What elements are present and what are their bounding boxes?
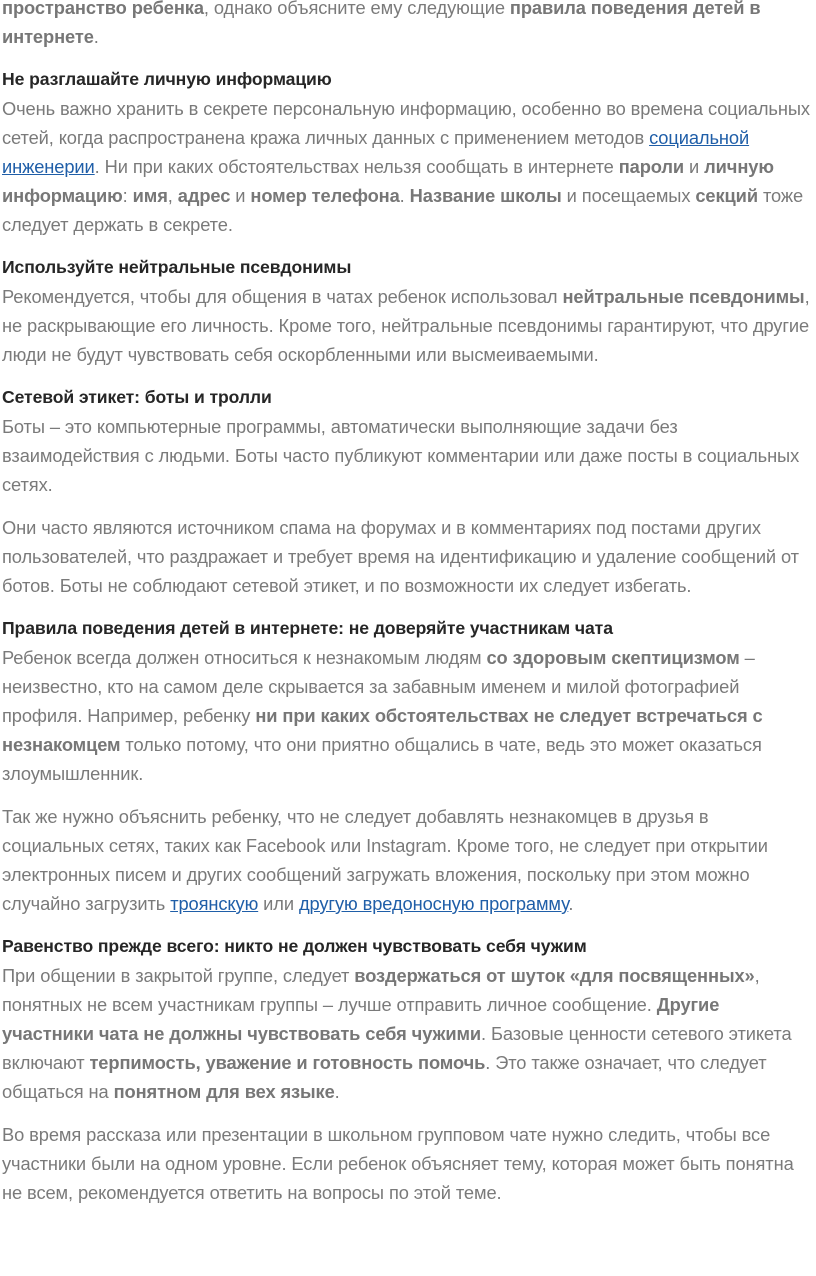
text: Ребенок всегда должен относиться к незнакомым людям <box>2 647 487 668</box>
bold-text: воздержаться от шуток «для посвященных» <box>354 965 755 986</box>
bold-text: правила поведения детей в интернете <box>2 0 761 47</box>
text: . Базовые ценности сетевого этикета включают <box>2 1023 792 1073</box>
malware-link[interactable]: другую вредоносную программу <box>298 893 569 914</box>
section-paragraph <box>2 802 812 918</box>
text: При общении в закрытой группе, следует <box>2 965 355 986</box>
bold-text: Название школы <box>409 185 562 206</box>
text: : <box>122 185 133 206</box>
section-heading-personal-info: Не разглашайте личную информацию <box>2 69 332 89</box>
bold-text: понятном для вех языке <box>113 1081 335 1102</box>
intro-paragraph <box>2 0 812 51</box>
bold-text: секций <box>695 185 758 206</box>
social-engineering-link[interactable]: социальной инженерии <box>2 127 750 177</box>
bold-text: Другие участники чата не должны чувствовать себя чужими <box>2 994 720 1044</box>
text: . <box>334 1081 340 1102</box>
bold-text: личную информацию <box>2 156 774 206</box>
bold-text: терпимость, уважение и готовность помочь <box>89 1052 486 1073</box>
text: Так же нужно объяснить ребенку, что не следует добавлять незнакомцев в друзья в социальных сетях, таких как Facebook или Instagram. Кроме того, не следует при открытии электронных писем и других сообщений загружать вложения, поскольку при этом можно случайно загрузить <box>2 806 768 914</box>
text: . <box>399 185 410 206</box>
text: . Это также означает, что следует общаться на <box>2 1052 767 1102</box>
text: или <box>258 893 299 914</box>
text: , однако объясните ему следующие <box>203 0 510 18</box>
text: Очень важно хранить в секрете персональную информацию, особенно во времена социальных сетей, когда распространена кража личных данных с применением методов <box>2 98 810 148</box>
text: , понятных не всем участникам группы – лучше отправить личное сообщение. <box>2 965 760 1015</box>
text: и <box>230 185 251 206</box>
text: . <box>93 26 99 47</box>
section-paragraph: Они часто являются источником спама на форумах и в комментариях под постами других пользователей, что раздражает и требует время на идентификацию и удаление сообщений от ботов. Боты не соблюдают сетевой этикет, и по возможности их следует избегать. <box>2 517 799 596</box>
bold-text: пароли <box>618 156 685 177</box>
bold-text: номер телефона <box>250 185 400 206</box>
text: Рекомендуется, чтобы для общения в чатах ребенок использовал <box>2 286 563 307</box>
bold-text: имя <box>132 185 168 206</box>
bold-text: пространство ребенка <box>2 0 204 18</box>
bold-text: нейтральные псевдонимы <box>562 286 805 307</box>
section-heading-pseudonyms: Используйте нейтральные псевдонимы <box>2 257 352 277</box>
text: , <box>167 185 178 206</box>
text: только потому, что они приятно общались в чате, ведь это может оказаться злоумышленник. <box>2 734 762 784</box>
section-paragraph: Во время рассказа или презентации в школьном групповом чате нужно следить, чтобы все участники были на одном уровне. Если ребенок объясняет тему, которая может быть понятна не всем, рекомендуется ответить на вопросы по этой теме. <box>2 1124 794 1203</box>
section-paragraph: Боты – это компьютерные программы, автоматически выполняющие задачи без взаимодействия с людьми. Боты часто публикуют комментарии или даже посты в социальных сетях. <box>2 416 800 495</box>
section-paragraph <box>2 643 812 788</box>
text: тоже следует держать в секрете. <box>2 185 804 235</box>
text: – неизвестно, кто на самом деле скрывается за забавным именем и милой фотографией профиля. Например, ребенку <box>2 647 755 726</box>
text: и <box>684 156 705 177</box>
bold-text: со здоровым скептицизмом <box>486 647 740 668</box>
section-paragraph <box>2 961 812 1106</box>
trojan-link[interactable]: троянскую <box>170 893 259 914</box>
text: , не раскрывающие его личность. Кроме того, нейтральные псевдонимы гарантируют, что другие люди не будут чувствовать себя оскорбленными или высмеиваемыми. <box>2 286 810 365</box>
section-heading-bots-trolls: Сетевой этикет: боты и тролли <box>2 387 272 407</box>
bold-text: ни при каких обстоятельствах не следует встречаться с незнакомцем <box>2 705 763 755</box>
text: . Ни при каких обстоятельствах нельзя сообщать в интернете <box>94 156 619 177</box>
section-heading-equality: Равенство прежде всего: никто не должен чувствовать себя чужим <box>2 936 587 956</box>
section-heading-chat-trust: Правила поведения детей в интернете: не доверяйте участникам чата <box>2 618 613 638</box>
bold-text: адрес <box>177 185 231 206</box>
section-paragraph <box>2 282 812 369</box>
text: . <box>568 893 574 914</box>
text: и посещаемых <box>561 185 696 206</box>
section-paragraph <box>2 94 812 239</box>
